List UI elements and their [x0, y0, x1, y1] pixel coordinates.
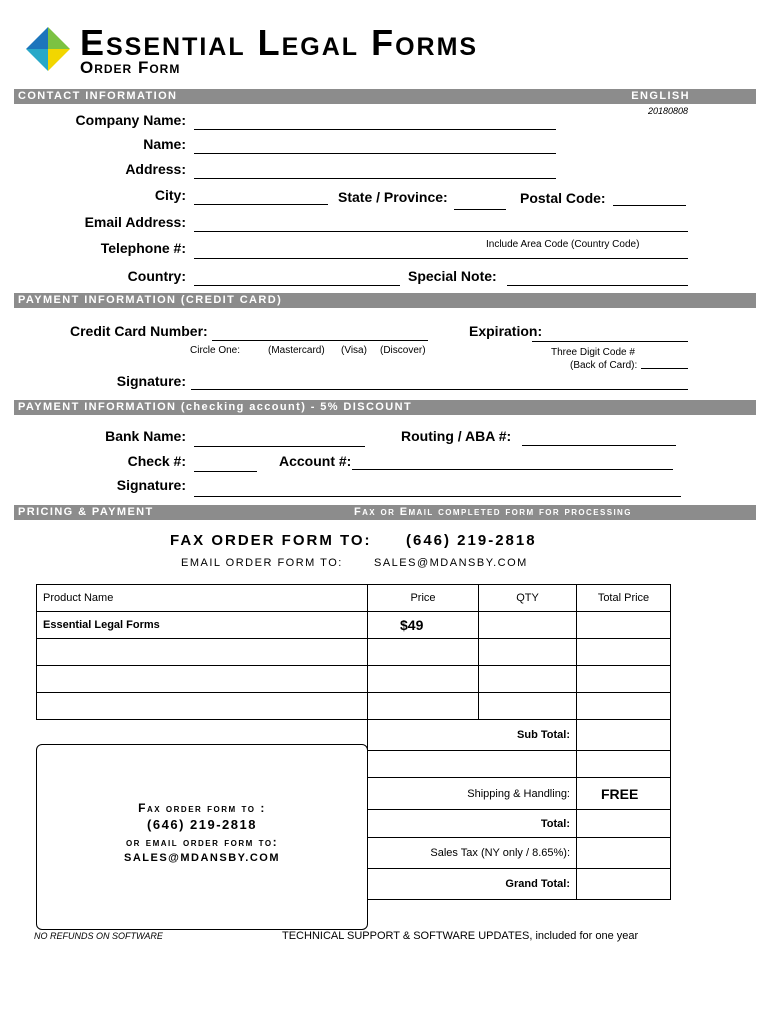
city-label: City: — [154, 187, 186, 203]
pricing-instruction: Fax or Email completed form for processing — [354, 506, 632, 518]
table-header-row — [37, 585, 671, 612]
header-price: Price — [368, 585, 479, 612]
account-label: Account #: — [279, 453, 352, 469]
security-code-field[interactable] — [641, 368, 688, 369]
subtotal-value[interactable] — [577, 720, 671, 751]
pricing-section-title: PRICING & PAYMENT — [18, 506, 154, 518]
mastercard-option[interactable]: (Mastercard) — [268, 345, 325, 356]
credit-section-title: PAYMENT INFORMATION (CREDIT CARD) — [18, 294, 283, 306]
state-field[interactable] — [454, 209, 506, 210]
state-label: State / Province: — [338, 189, 448, 205]
address-field[interactable] — [194, 178, 556, 179]
expiration-field[interactable] — [532, 341, 688, 342]
email-order-label: EMAIL ORDER FORM TO: — [181, 557, 343, 569]
company-field[interactable] — [194, 129, 556, 130]
page-subtitle: Order Form — [80, 58, 181, 77]
discover-option[interactable]: (Discover) — [380, 345, 426, 356]
total-label: Total: — [368, 810, 577, 838]
total-value[interactable] — [577, 810, 671, 838]
routing-field[interactable] — [522, 445, 676, 446]
credit-signature-label: Signature: — [116, 373, 186, 389]
qty-cell[interactable] — [479, 612, 577, 639]
grand-total-value[interactable] — [577, 869, 671, 900]
contact-section-bar — [14, 89, 756, 104]
card-number-field[interactable] — [212, 340, 428, 341]
no-refunds-note: NO REFUNDS ON SOFTWARE — [34, 931, 163, 941]
circle-one-label: Circle One: — [190, 345, 241, 356]
product-price: $49 — [368, 612, 479, 639]
box-line-3: or email order form to: — [125, 835, 279, 849]
checking-section-bar — [14, 400, 756, 415]
bank-name-label: Bank Name: — [105, 428, 186, 444]
check-field[interactable] — [194, 471, 257, 472]
checking-signature-field[interactable] — [194, 496, 681, 497]
credit-signature-field[interactable] — [191, 389, 688, 390]
table-row — [37, 612, 671, 639]
account-field[interactable] — [352, 469, 673, 470]
fax-number: (646) 219-2818 — [406, 532, 537, 549]
expiration-label: Expiration: — [469, 323, 543, 339]
box-line-2: (646) 219-2818 — [147, 817, 257, 832]
support-note: TECHNICAL SUPPORT & SOFTWARE UPDATES, included for one year — [282, 930, 639, 942]
box-line-4: SALES@MDANSBY.COM — [123, 852, 280, 864]
postal-label: Postal Code: — [520, 190, 606, 206]
header-total: Total Price — [577, 585, 671, 612]
email-field[interactable] — [194, 231, 688, 232]
subtotal-label: Sub Total: — [368, 720, 577, 751]
email-label: Email Address: — [84, 214, 186, 230]
checking-signature-label: Signature: — [116, 477, 186, 493]
special-note-field[interactable] — [507, 285, 688, 286]
fax-label: FAX ORDER FORM TO: — [170, 532, 372, 549]
name-field[interactable] — [194, 153, 556, 154]
header-product: Product Name — [37, 585, 368, 612]
logo-icon — [26, 27, 70, 71]
total-price-cell[interactable] — [577, 612, 671, 639]
visa-option[interactable]: (Visa) — [341, 345, 367, 356]
shipping-value: FREE — [577, 778, 671, 810]
area-code-note: Include Area Code (Country Code) — [486, 239, 640, 250]
table-row — [37, 639, 671, 666]
sales-tax-label: Sales Tax (NY only / 8.65%): — [368, 838, 577, 869]
contact-section-title: CONTACT INFORMATION — [18, 90, 178, 102]
address-label: Address: — [125, 161, 186, 177]
credit-section-bar — [14, 293, 756, 308]
form-code: 20180808 — [648, 106, 689, 116]
table-row — [37, 666, 671, 693]
special-note-label: Special Note: — [408, 268, 497, 284]
company-label: Company Name: — [75, 112, 186, 128]
name-label: Name: — [143, 136, 186, 152]
check-label: Check #: — [127, 453, 186, 469]
table-row — [37, 693, 671, 720]
shipping-label: Shipping & Handling: — [368, 778, 577, 810]
language-label: ENGLISH — [631, 90, 690, 102]
page-title: Essential Legal Forms — [80, 22, 479, 63]
header-qty: QTY — [479, 585, 577, 612]
grand-total-label: Grand Total: — [368, 869, 577, 900]
email-order-address: SALES@MDANSBY.COM — [374, 557, 528, 569]
card-number-label: Credit Card Number: — [70, 323, 208, 339]
postal-field[interactable] — [613, 205, 686, 206]
box-line-1: Fax order form to : — [138, 801, 266, 815]
checking-section-title: PAYMENT INFORMATION (checking account) - 5% DISCOUNT — [18, 401, 413, 413]
telephone-field[interactable] — [194, 258, 688, 259]
three-digit-label: Three Digit Code # — [551, 347, 635, 358]
sales-tax-value[interactable] — [577, 838, 671, 869]
country-label: Country: — [127, 268, 186, 284]
telephone-label: Telephone #: — [100, 240, 186, 256]
city-field[interactable] — [194, 204, 328, 205]
bank-name-field[interactable] — [194, 446, 365, 447]
country-field[interactable] — [194, 285, 400, 286]
routing-label: Routing / ABA #: — [401, 428, 512, 444]
back-of-card-label: (Back of Card): — [570, 360, 638, 371]
pricing-section-bar — [14, 505, 756, 520]
fax-instruction-box — [36, 744, 368, 930]
product-name: Essential Legal Forms — [37, 612, 368, 639]
